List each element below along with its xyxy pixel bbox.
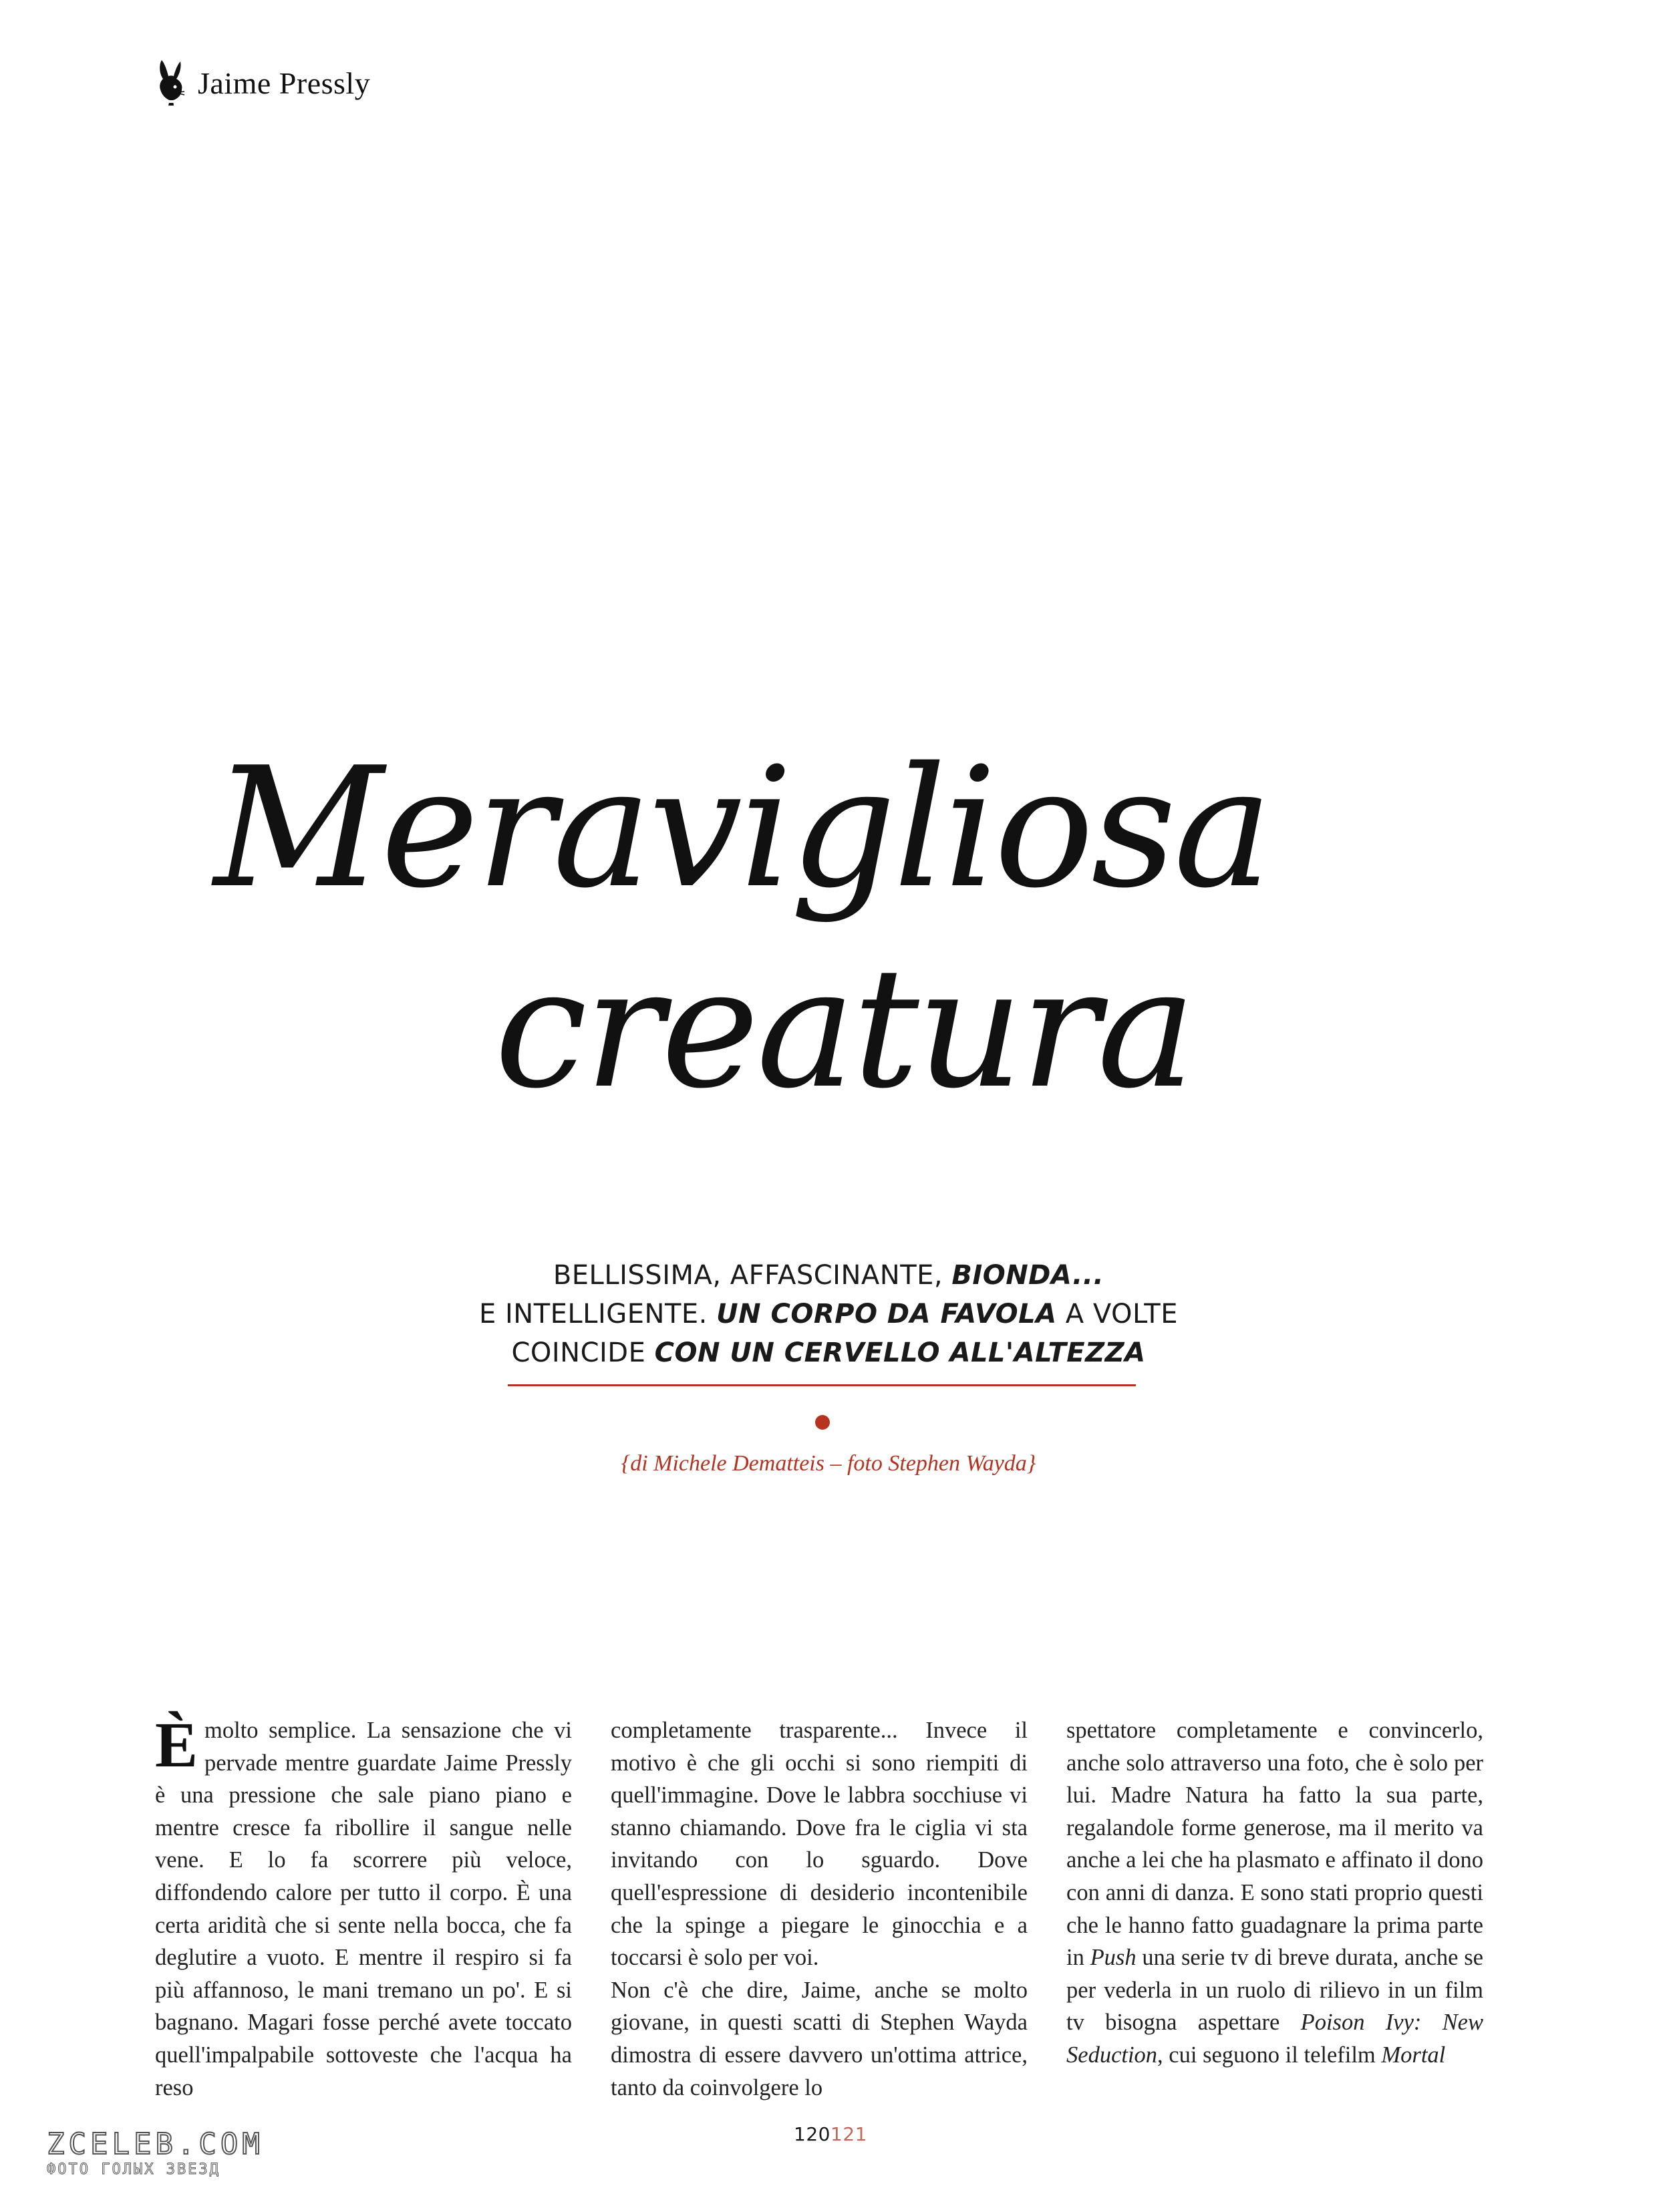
body-text: , cui seguono il telefilm: [1157, 2042, 1382, 2068]
body-column-3: [1066, 1714, 1483, 2072]
header-subject-name: Jaime Pressly: [198, 65, 371, 100]
title-line-2: creatura: [494, 933, 1193, 1125]
body-text: spettatore completamente e convincerlo, anche solo attraverso una foto, che è solo per lui. Madre Natura ha fatto la sua parte, regalandole forme generose, ma il merito va anche a lei che ha plasmato e affinato il dono con anni di danza. E sono stati proprio questi che le hanno fatto guadagnare la prima parte in: [1066, 1718, 1483, 1971]
watermark-sub: ФОТО ГОЛЫХ ЗВЕЗД: [47, 2161, 220, 2178]
article-byline: {di Michele Dematteis – foto Stephen Wayda}: [621, 1451, 1036, 1476]
deck-text: BELLISSIMA, AFFASCINANTE,: [553, 1260, 952, 1291]
body-paragraph: Non c'è che dire, Jaime, anche se molto giovane, in questi scatti di Stephen Wayda dimostra di essere davvero un'ottima attrice, tanto da coinvolgere lo: [611, 1977, 1028, 2100]
watermark: [47, 2128, 301, 2179]
page-numbers: [787, 2123, 874, 2145]
playboy-bunny-icon: [155, 59, 186, 107]
deck-emphasis: CON UN CERVELLO ALL'ALTEZZA: [654, 1337, 1146, 1368]
body-text: una serie tv di breve durata, anche se per vederla in un ruolo di rilievo in un film tv bisogna aspettare: [1066, 1945, 1483, 2036]
article-title: [200, 722, 1483, 1203]
article-deck: [468, 1256, 1189, 1372]
drop-cap: È: [155, 1709, 198, 1780]
deck-emphasis: UN CORPO DA FAVOLA: [716, 1299, 1057, 1329]
page-number-left: 120: [794, 2123, 831, 2145]
deck-text: E INTELLIGENTE.: [478, 1299, 717, 1329]
deck-emphasis: BIONDA...: [951, 1260, 1104, 1291]
body-column-2: [611, 1714, 1028, 2104]
deck-text: A VOLTE: [1056, 1299, 1179, 1329]
page-header: [155, 56, 370, 110]
deck-line-1: [468, 1256, 1189, 1295]
show-title: Mortal: [1381, 2042, 1446, 2068]
deck-text: COINCIDE: [511, 1337, 655, 1368]
watermark-main: ZCELEB.COM: [47, 2127, 264, 2161]
decorative-dot-icon: [815, 1415, 830, 1430]
body-paragraph: [155, 1709, 572, 2104]
body-text: molto semplice. La sensazione che vi pervade mentre guardate Jaime Pressly è una pressione che sale piano piano e mentre cresce fa ribollire il sangue nelle vene. E lo fa scorrere più veloce, diffondendo calore per tutto il corpo. È una certa aridità che si sente nella bocca, che fa deglutire a vuoto. E mentre il respiro si fa più affannoso, le mani tremano un po'. E si bagnano. Magari fosse perché avete toccato quell'impalpabile sottoveste che l'acqua ha reso: [155, 1718, 572, 2100]
page-number-right: 121: [831, 2123, 867, 2145]
film-title: Poison Ivy: New Seduction: [1066, 2010, 1484, 2068]
show-title: Push: [1090, 1945, 1137, 1971]
body-paragraph: [1066, 1714, 1483, 2072]
body-paragraph: completamente trasparente... Invece il motivo è che gli occhi si sono riempiti di quell'immagine. Dove le labbra socchiuse vi stanno chiamando. Dove fra le ciglia vi sta invitando con lo sguardo. Dove quell'espressione di desiderio incontenibile che la spinge a piegare le ginocchia e a toccarsi è solo per voi.: [611, 1718, 1028, 1971]
deck-line-3: [468, 1333, 1189, 1372]
title-line-1: Meravigliosa: [214, 732, 1270, 925]
deck-line-2: [468, 1295, 1189, 1333]
body-column-1: [155, 1709, 572, 2104]
deck-divider: [508, 1384, 1136, 1386]
